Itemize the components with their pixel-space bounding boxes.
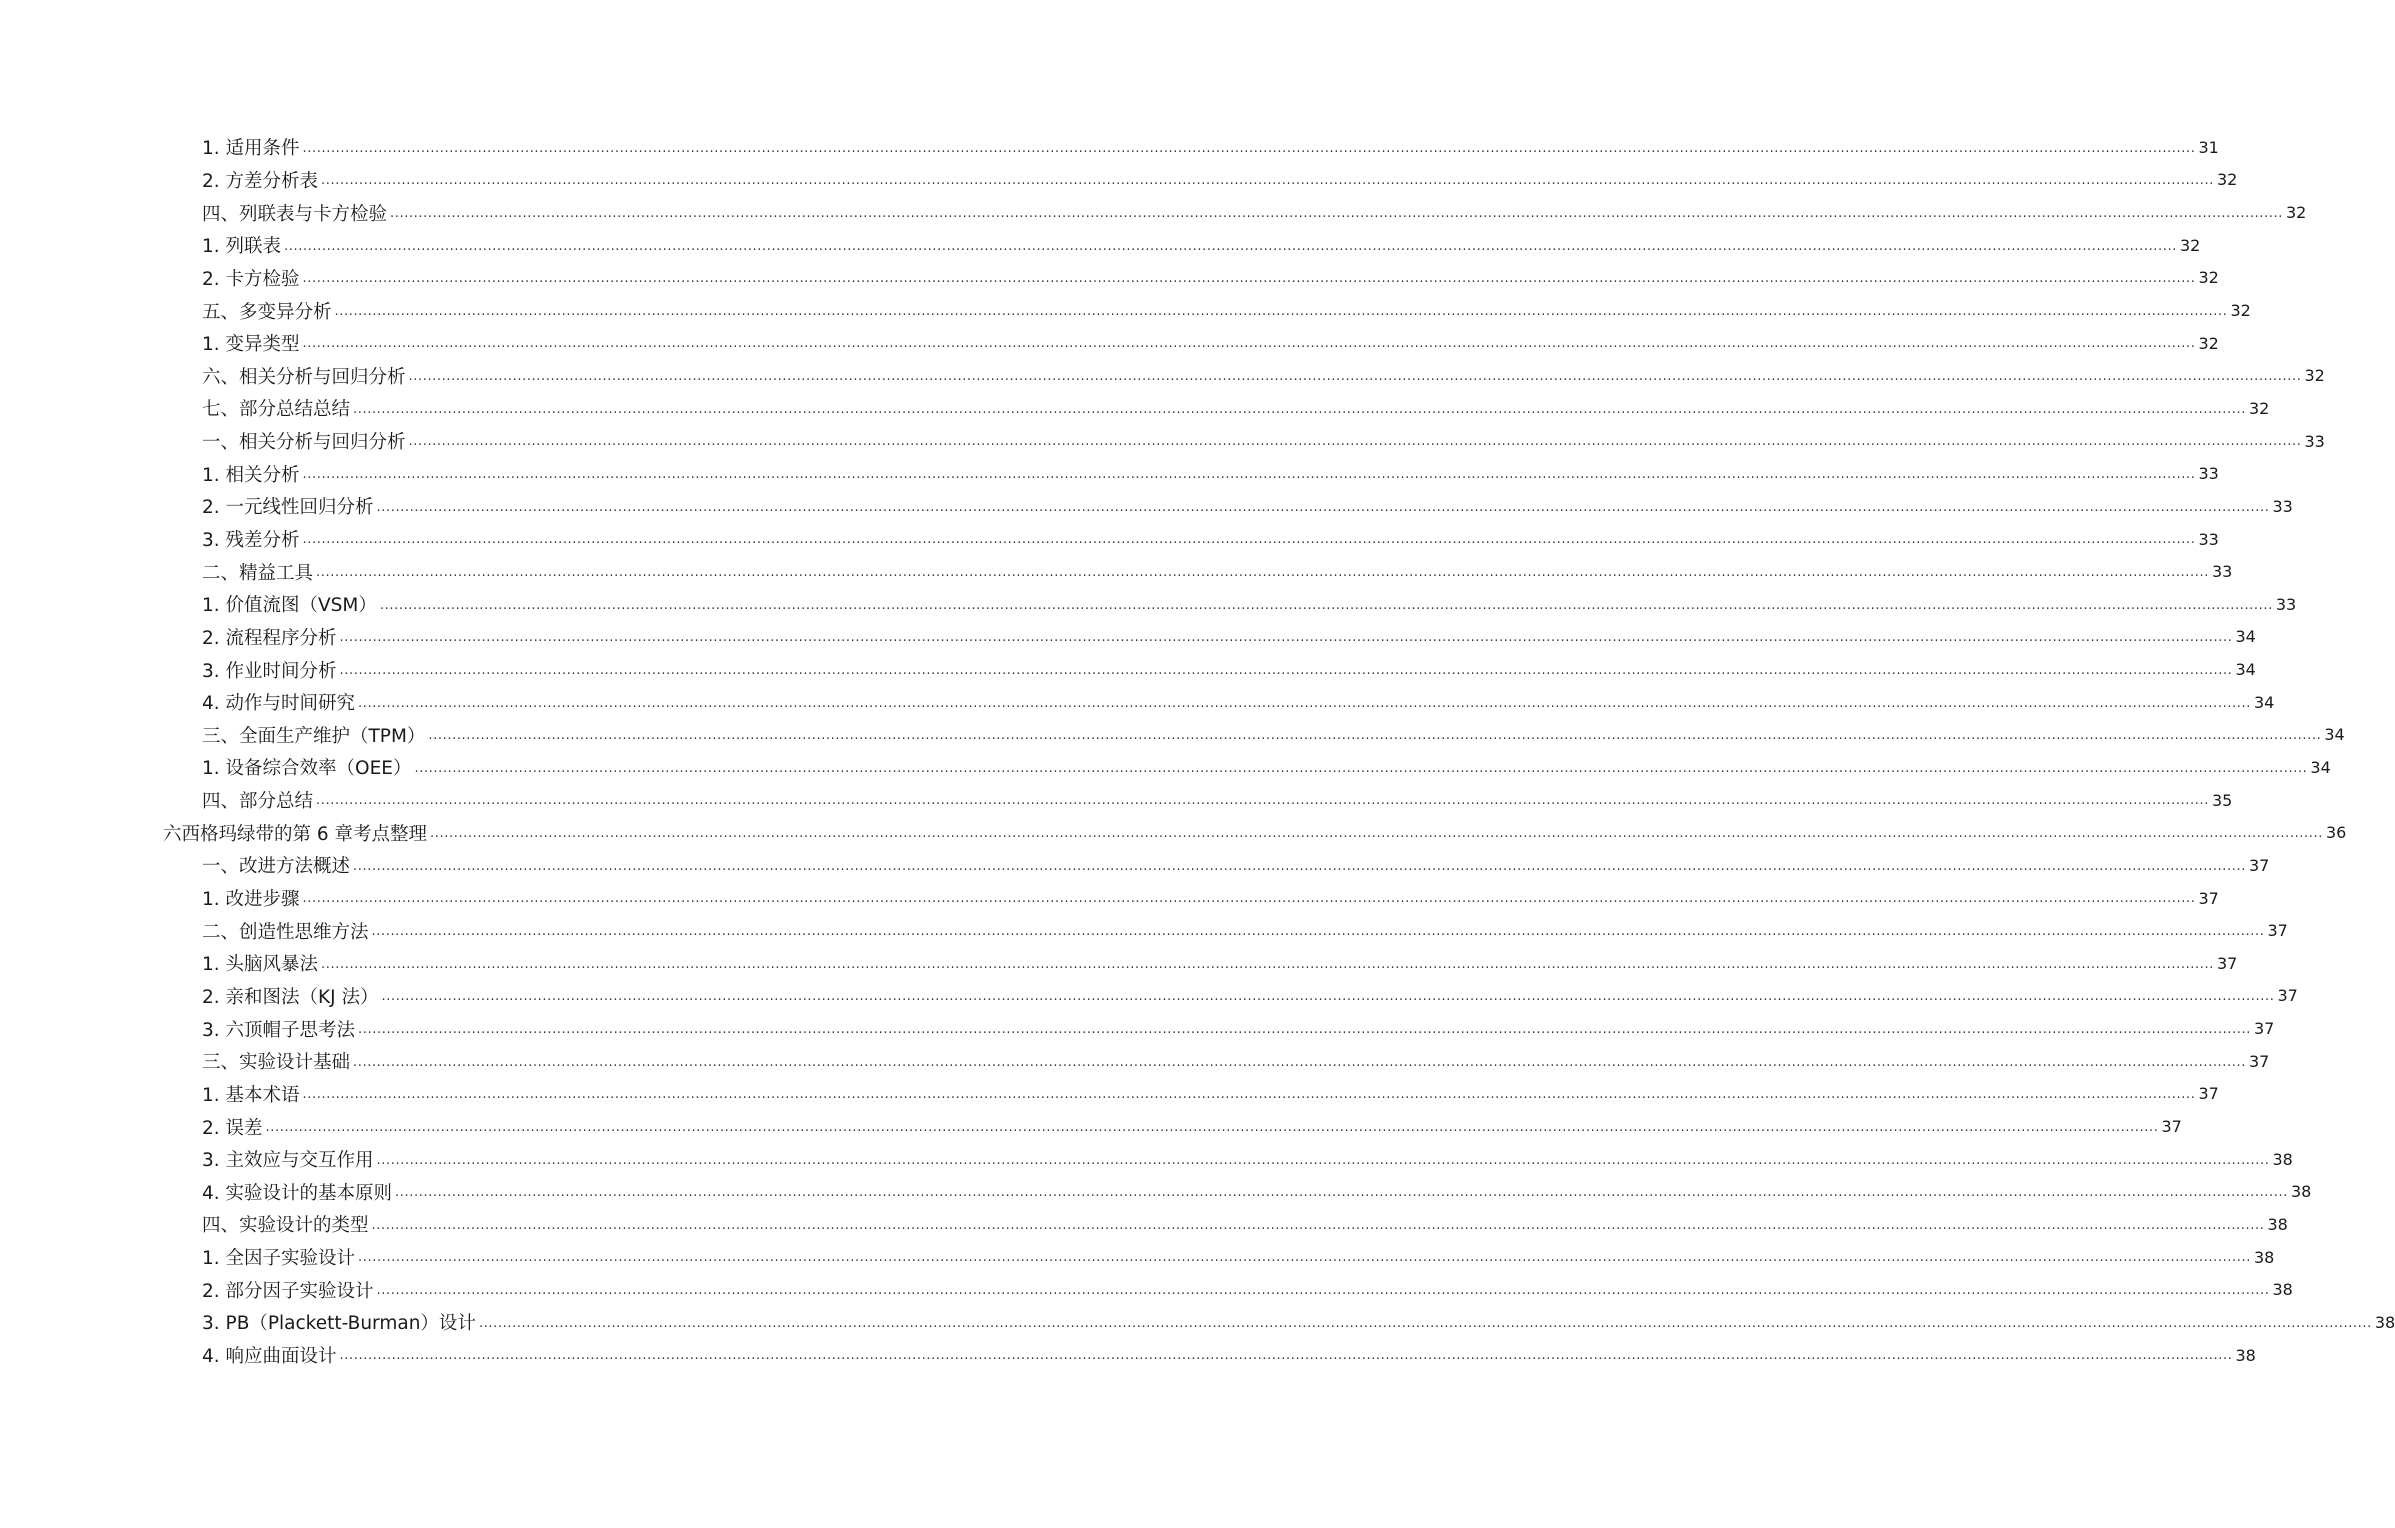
toc-dot-leader: ................................................................................................................................................................................................................................................................................................................................................................................................................ bbox=[353, 401, 2246, 417]
toc-entry-title: 4. 实验设计的基本原则 bbox=[202, 1182, 393, 1204]
toc-entry-page-number: 32 bbox=[2179, 235, 2201, 255]
toc-entry-title: 五、多变异分析 bbox=[202, 301, 332, 323]
toc-entry-page-number: 31 bbox=[2198, 137, 2219, 157]
toc-entry[interactable] bbox=[0, 882, 2219, 915]
toc-entry-page-number: 32 bbox=[2198, 268, 2219, 288]
toc-dot-leader: ................................................................................................................................................................................................................................................................................................................................................................................................................ bbox=[302, 140, 2196, 156]
toc-entry[interactable] bbox=[0, 816, 2347, 849]
toc-dot-leader: ................................................................................................................................................................................................................................................................................................................................................................................................................ bbox=[353, 858, 2246, 874]
toc-entry-title: 4. 响应曲面设计 bbox=[202, 1346, 337, 1368]
toc-dot-leader: ................................................................................................................................................................................................................................................................................................................................................................................................................ bbox=[339, 662, 2233, 678]
toc-dot-leader: ................................................................................................................................................................................................................................................................................................................................................................................................................ bbox=[321, 956, 2214, 972]
toc-entry[interactable] bbox=[0, 392, 2270, 425]
toc-entry[interactable] bbox=[0, 490, 2293, 523]
toc-entry-page-number: 34 bbox=[2310, 757, 2331, 777]
toc-dot-leader: ................................................................................................................................................................................................................................................................................................................................................................................................................ bbox=[371, 924, 2265, 940]
toc-entry[interactable] bbox=[0, 1176, 2312, 1209]
toc-dot-leader: ................................................................................................................................................................................................................................................................................................................................................................................................................ bbox=[358, 695, 2251, 711]
toc-entry-title: 3. PB（Plackett-Burman）设计 bbox=[202, 1313, 476, 1335]
toc-entry-page-number: 38 bbox=[2272, 1149, 2293, 1169]
toc-entry[interactable] bbox=[0, 1208, 2288, 1241]
toc-entry-page-number: 33 bbox=[2304, 431, 2325, 451]
toc-entry-title: 1. 设备综合效率（OEE） bbox=[202, 758, 412, 780]
toc-entry-title: 二、创造性思维方法 bbox=[202, 921, 369, 943]
toc-dot-leader: ................................................................................................................................................................................................................................................................................................................................................................................................................ bbox=[321, 173, 2214, 189]
toc-entry[interactable] bbox=[0, 1143, 2293, 1176]
toc-entry[interactable] bbox=[0, 1241, 2275, 1274]
toc-entry-page-number: 32 bbox=[2304, 366, 2325, 386]
toc-entry-title: 一、相关分析与回归分析 bbox=[202, 432, 406, 454]
toc-dot-leader: ................................................................................................................................................................................................................................................................................................................................................................................................................ bbox=[478, 1315, 2372, 1331]
toc-entry-title: 2. 方差分析表 bbox=[202, 170, 319, 192]
toc-dot-leader: ................................................................................................................................................................................................................................................................................................................................................................................................................ bbox=[376, 1283, 2270, 1299]
toc-entry-title: 1. 改进步骤 bbox=[202, 889, 300, 911]
toc-entry[interactable] bbox=[0, 327, 2219, 360]
toc-entry-page-number: 33 bbox=[2198, 529, 2219, 549]
toc-entry[interactable] bbox=[0, 1012, 2275, 1045]
toc-entry-page-number: 34 bbox=[2253, 692, 2275, 712]
toc-entry-title: 2. 误差 bbox=[202, 1117, 263, 1139]
toc-entry-title: 1. 列联表 bbox=[202, 236, 282, 258]
toc-entry-page-number: 38 bbox=[2272, 1280, 2293, 1300]
toc-entry-page-number: 37 bbox=[2248, 1051, 2270, 1071]
toc-entry-title: 3. 残差分析 bbox=[202, 530, 300, 551]
toc-dot-leader: ................................................................................................................................................................................................................................................................................................................................................................................................................ bbox=[414, 760, 2308, 776]
toc-entry[interactable] bbox=[0, 555, 2233, 588]
toc-entry-title: 1. 基本术语 bbox=[202, 1084, 300, 1106]
toc-entry[interactable] bbox=[0, 1078, 2219, 1111]
toc-dot-leader: ................................................................................................................................................................................................................................................................................................................................................................................................................ bbox=[358, 1250, 2251, 1266]
toc-entry-title: 2. 卡方检验 bbox=[202, 268, 300, 290]
toc-entry-page-number: 36 bbox=[2325, 823, 2347, 843]
toc-entry[interactable] bbox=[0, 359, 2325, 392]
toc-entry[interactable] bbox=[0, 621, 2256, 654]
toc-entry-page-number: 33 bbox=[2211, 562, 2233, 582]
toc-dot-leader: ................................................................................................................................................................................................................................................................................................................................................................................................................ bbox=[408, 369, 2302, 385]
toc-dot-leader: ................................................................................................................................................................................................................................................................................................................................................................................................................ bbox=[316, 793, 2209, 809]
toc-entry[interactable] bbox=[0, 1045, 2270, 1078]
toc-entry-page-number: 38 bbox=[2253, 1247, 2275, 1267]
toc-entry-page-number: 37 bbox=[2198, 888, 2219, 908]
toc-dot-leader: ................................................................................................................................................................................................................................................................................................................................................................................................................ bbox=[379, 597, 2273, 613]
toc-entry[interactable] bbox=[0, 1273, 2293, 1306]
toc-entry[interactable] bbox=[0, 1306, 2395, 1339]
toc-entry-page-number: 34 bbox=[2235, 660, 2256, 680]
toc-entry-title: 六西格玛绿带的第 6 章考点整理 bbox=[163, 823, 428, 845]
table-of-contents bbox=[0, 131, 2395, 1371]
toc-entry-title: 2. 亲和图法（KJ 法） bbox=[202, 986, 379, 1008]
toc-entry[interactable] bbox=[0, 947, 2238, 980]
toc-entry-page-number: 34 bbox=[2235, 627, 2256, 647]
toc-dot-leader: ................................................................................................................................................................................................................................................................................................................................................................................................................ bbox=[302, 271, 2196, 287]
toc-entry-page-number: 38 bbox=[2290, 1182, 2312, 1202]
toc-dot-leader: ................................................................................................................................................................................................................................................................................................................................................................................................................ bbox=[390, 205, 2283, 221]
toc-entry-page-number: 33 bbox=[2272, 496, 2293, 516]
toc-entry-page-number: 37 bbox=[2277, 986, 2298, 1006]
toc-entry-title: 2. 流程程序分析 bbox=[202, 627, 337, 649]
toc-entry[interactable] bbox=[0, 686, 2275, 719]
toc-entry-title: 1. 全因子实验设计 bbox=[202, 1248, 356, 1270]
toc-dot-leader: ................................................................................................................................................................................................................................................................................................................................................................................................................ bbox=[358, 1021, 2251, 1037]
toc-entry-title: 3. 六顶帽子思考法 bbox=[202, 1019, 356, 1041]
toc-entry[interactable] bbox=[0, 164, 2238, 197]
toc-dot-leader: ................................................................................................................................................................................................................................................................................................................................................................................................................ bbox=[265, 1119, 2159, 1135]
toc-dot-leader: ................................................................................................................................................................................................................................................................................................................................................................................................................ bbox=[408, 434, 2302, 450]
toc-dot-leader: ................................................................................................................................................................................................................................................................................................................................................................................................................ bbox=[395, 1185, 2288, 1201]
toc-entry-title: 3. 主效应与交互作用 bbox=[202, 1150, 374, 1172]
toc-entry-title: 4. 动作与时间研究 bbox=[202, 693, 356, 715]
toc-entry-page-number: 32 bbox=[2230, 301, 2251, 321]
toc-entry-page-number: 34 bbox=[2324, 725, 2345, 745]
toc-dot-leader: ................................................................................................................................................................................................................................................................................................................................................................................................................ bbox=[316, 564, 2209, 580]
toc-dot-leader: ................................................................................................................................................................................................................................................................................................................................................................................................................ bbox=[371, 1217, 2265, 1233]
toc-entry-page-number: 37 bbox=[2253, 1019, 2275, 1039]
toc-entry-page-number: 33 bbox=[2198, 464, 2219, 484]
toc-dot-leader: ................................................................................................................................................................................................................................................................................................................................................................................................................ bbox=[430, 826, 2323, 842]
toc-entry-title: 七、部分总结总结 bbox=[202, 399, 351, 421]
toc-entry-page-number: 38 bbox=[2267, 1214, 2288, 1234]
toc-entry-page-number: 35 bbox=[2211, 790, 2233, 810]
toc-entry-page-number: 32 bbox=[2285, 203, 2307, 223]
toc-dot-leader: ................................................................................................................................................................................................................................................................................................................................................................................................................ bbox=[339, 630, 2233, 646]
toc-entry-title: 三、全面生产维护（TPM） bbox=[202, 725, 426, 747]
toc-entry-title: 1. 价值流图（VSM） bbox=[202, 595, 377, 617]
toc-dot-leader: ................................................................................................................................................................................................................................................................................................................................................................................................................ bbox=[381, 989, 2275, 1005]
toc-entry-page-number: 33 bbox=[2275, 594, 2297, 614]
toc-entry[interactable] bbox=[0, 751, 2331, 784]
toc-entry-title: 四、部分总结 bbox=[202, 791, 314, 813]
toc-dot-leader: ................................................................................................................................................................................................................................................................................................................................................................................................................ bbox=[376, 499, 2270, 515]
toc-entry[interactable] bbox=[0, 262, 2219, 295]
toc-dot-leader: ................................................................................................................................................................................................................................................................................................................................................................................................................ bbox=[284, 238, 2177, 254]
toc-entry-title: 2. 部分因子实验设计 bbox=[202, 1280, 374, 1302]
toc-entry-title: 六、相关分析与回归分析 bbox=[202, 366, 406, 388]
toc-entry-title: 四、列联表与卡方检验 bbox=[202, 203, 388, 225]
toc-dot-leader: ................................................................................................................................................................................................................................................................................................................................................................................................................ bbox=[353, 1054, 2246, 1070]
toc-entry-page-number: 37 bbox=[2216, 953, 2238, 973]
toc-entry-title: 1. 适用条件 bbox=[202, 138, 300, 160]
toc-dot-leader: ................................................................................................................................................................................................................................................................................................................................................................................................................ bbox=[302, 891, 2196, 907]
toc-entry-title: 1. 相关分析 bbox=[202, 464, 300, 486]
toc-entry[interactable] bbox=[0, 196, 2307, 229]
toc-dot-leader: ................................................................................................................................................................................................................................................................................................................................................................................................................ bbox=[339, 1348, 2233, 1364]
toc-entry-page-number: 32 bbox=[2198, 333, 2219, 353]
toc-dot-leader: ................................................................................................................................................................................................................................................................................................................................................................................................................ bbox=[376, 1152, 2270, 1168]
toc-entry-title: 3. 作业时间分析 bbox=[202, 660, 337, 682]
toc-dot-leader: ................................................................................................................................................................................................................................................................................................................................................................................................................ bbox=[334, 303, 2228, 319]
toc-entry[interactable] bbox=[0, 1339, 2256, 1372]
toc-entry-page-number: 37 bbox=[2248, 855, 2270, 875]
toc-entry[interactable] bbox=[0, 653, 2256, 686]
toc-entry-page-number: 38 bbox=[2374, 1312, 2395, 1332]
toc-entry-title: 四、实验设计的类型 bbox=[202, 1215, 369, 1237]
toc-entry[interactable] bbox=[0, 588, 2297, 621]
toc-entry[interactable] bbox=[0, 457, 2219, 490]
toc-entry[interactable] bbox=[0, 849, 2270, 882]
toc-entry-title: 1. 变异类型 bbox=[202, 334, 300, 356]
toc-entry[interactable] bbox=[0, 131, 2219, 164]
toc-entry-page-number: 37 bbox=[2267, 921, 2288, 941]
toc-dot-leader: ................................................................................................................................................................................................................................................................................................................................................................................................................ bbox=[428, 728, 2322, 744]
toc-entry[interactable] bbox=[0, 294, 2251, 327]
toc-entry[interactable] bbox=[0, 425, 2325, 458]
toc-entry[interactable] bbox=[0, 980, 2298, 1013]
toc-dot-leader: ................................................................................................................................................................................................................................................................................................................................................................................................................ bbox=[302, 1087, 2196, 1103]
toc-entry-page-number: 37 bbox=[2161, 1117, 2182, 1137]
toc-entry[interactable] bbox=[0, 719, 2345, 752]
toc-entry-title: 2. 一元线性回归分析 bbox=[202, 497, 374, 519]
toc-entry-page-number: 37 bbox=[2198, 1084, 2219, 1104]
toc-entry-title: 二、精益工具 bbox=[202, 562, 314, 584]
toc-entry-title: 三、实验设计基础 bbox=[202, 1052, 351, 1074]
toc-entry[interactable] bbox=[0, 229, 2201, 262]
toc-entry[interactable] bbox=[0, 1110, 2182, 1143]
toc-entry-page-number: 32 bbox=[2248, 398, 2270, 418]
toc-entry-page-number: 38 bbox=[2235, 1345, 2256, 1365]
toc-entry[interactable] bbox=[0, 784, 2233, 817]
toc-entry[interactable] bbox=[0, 523, 2219, 556]
toc-entry-title: 一、改进方法概述 bbox=[202, 856, 351, 878]
toc-dot-leader: ................................................................................................................................................................................................................................................................................................................................................................................................................ bbox=[302, 336, 2196, 352]
toc-entry-title: 1. 头脑风暴法 bbox=[202, 954, 319, 976]
toc-entry[interactable] bbox=[0, 914, 2288, 947]
toc-entry-page-number: 32 bbox=[2216, 170, 2238, 190]
toc-dot-leader: ................................................................................................................................................................................................................................................................................................................................................................................................................ bbox=[302, 532, 2196, 548]
toc-dot-leader: ................................................................................................................................................................................................................................................................................................................................................................................................................ bbox=[302, 467, 2196, 483]
